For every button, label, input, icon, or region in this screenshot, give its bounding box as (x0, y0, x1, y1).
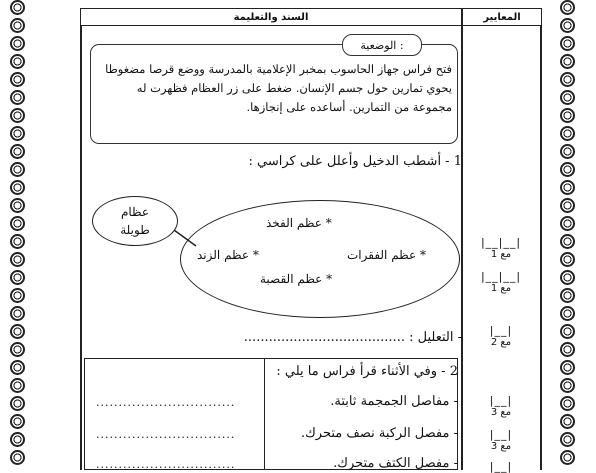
ring-ornament-icon (560, 216, 575, 231)
criterion-label: مع 2 (490, 337, 512, 348)
bubble-line-1: عظام (120, 205, 150, 219)
ring-ornament-icon (10, 270, 25, 285)
criterion-label: مع 3 (490, 407, 512, 418)
ring-ornament-icon (10, 126, 25, 141)
long-bones-bubble (92, 196, 178, 246)
ring-ornament-icon (10, 414, 25, 429)
ring-ornament-icon (560, 432, 575, 447)
question-2-intro: 2 - وفي الأثناء قرأ فراس ما يلي : (276, 364, 458, 379)
bone-tibia[interactable]: * عظم القصبة (260, 272, 333, 286)
ring-ornament-icon (10, 324, 25, 339)
question-1: 1 - أشطب الدخيل وأعلل على كراسي : (248, 154, 462, 169)
criterion-label: مع 3 (490, 441, 512, 452)
answer-line-3[interactable]: ............................... (96, 458, 236, 471)
question-2-item-skull: - مفاصل الجمجمة ثابتة. (330, 394, 458, 409)
ring-ornament-icon (10, 342, 25, 357)
ring-ornament-icon (10, 450, 25, 465)
ring-ornament-icon (560, 252, 575, 267)
ring-ornament-icon (10, 162, 25, 177)
ring-ornament-icon (10, 306, 25, 321)
criteria-mark-6 (464, 460, 538, 473)
ring-ornament-icon (10, 216, 25, 231)
worksheet (72, 8, 542, 473)
ring-ornament-icon (560, 450, 575, 465)
question-2-item-shoulder: - مفصل الكتف متحرك. (333, 456, 458, 471)
answer-line-2[interactable]: ............................... (96, 428, 236, 441)
ring-ornament-icon (560, 180, 575, 195)
criteria-mark-3 (464, 324, 538, 348)
right-ring-border (556, 0, 578, 470)
ring-ornament-icon (560, 18, 575, 33)
ring-ornament-icon (560, 378, 575, 393)
bone-femur[interactable]: * عظم الفخذ (266, 216, 332, 230)
header-main-title: السند والتعليمة (80, 8, 462, 26)
justification-label: - التعليل : (409, 330, 462, 345)
score-boxes[interactable]: |__| (489, 394, 513, 407)
answer-line-1[interactable]: ............................... (96, 396, 236, 409)
ring-ornament-icon (560, 72, 575, 87)
ring-ornament-icon (10, 54, 25, 69)
justification-line[interactable] (132, 330, 462, 345)
ring-ornament-icon (560, 198, 575, 213)
ring-ornament-icon (10, 288, 25, 303)
ring-ornament-icon (560, 108, 575, 123)
ring-ornament-icon (10, 234, 25, 249)
ring-ornament-icon (10, 90, 25, 105)
ring-ornament-icon (10, 432, 25, 447)
ring-ornament-icon (560, 126, 575, 141)
ring-ornament-icon (10, 144, 25, 159)
situation-title: الوضعية : (342, 34, 422, 56)
ring-ornament-icon (10, 108, 25, 123)
ring-ornament-icon (560, 270, 575, 285)
score-boxes[interactable]: |__| (489, 324, 513, 337)
score-boxes[interactable]: |__| (489, 428, 513, 441)
ring-ornament-icon (560, 0, 575, 15)
question-2-item-knee: - مفصل الركبة نصف متحرك. (300, 426, 458, 441)
ring-ornament-icon (560, 306, 575, 321)
criteria-mark-2 (464, 270, 538, 294)
left-ring-border (6, 0, 28, 470)
ring-ornament-icon (560, 234, 575, 249)
ring-ornament-icon (10, 198, 25, 213)
justification-dots[interactable]: ....................................... (243, 330, 405, 345)
score-boxes[interactable]: |__| (489, 460, 513, 473)
ring-ornament-icon (560, 144, 575, 159)
criteria-mark-4 (464, 394, 538, 418)
criterion-label: مع 1 (490, 283, 512, 294)
score-boxes[interactable]: |__|__| (480, 270, 522, 283)
ring-ornament-icon (560, 36, 575, 51)
ring-ornament-icon (560, 360, 575, 375)
ring-ornament-icon (560, 414, 575, 429)
criteria-mark-1 (464, 236, 538, 260)
ring-ornament-icon (10, 252, 25, 267)
ring-ornament-icon (10, 360, 25, 375)
ring-ornament-icon (560, 90, 575, 105)
ring-ornament-icon (10, 18, 25, 33)
ring-ornament-icon (560, 288, 575, 303)
ring-ornament-icon (10, 36, 25, 51)
score-boxes[interactable]: |__|__| (480, 236, 522, 249)
ring-ornament-icon (560, 162, 575, 177)
situation-text: فتح فراس جهاز الحاسوب بمخبر الإعلامية بالمدرسة ووضع قرصا مضغوطا يحوي تمارين حول جسم الإنسان. ضغط على زر العظام فظهرت له مجموعة من التمارين. أساعده على إنجازها. (105, 62, 452, 114)
ring-ornament-icon (10, 72, 25, 87)
ring-ornament-icon (10, 180, 25, 195)
header-criteria-title: المعايير (462, 8, 542, 26)
ring-ornament-icon (10, 396, 25, 411)
ring-ornament-icon (560, 54, 575, 69)
ring-ornament-icon (560, 324, 575, 339)
ring-ornament-icon (10, 378, 25, 393)
criteria-mark-5 (464, 428, 538, 452)
ring-ornament-icon (560, 396, 575, 411)
criterion-label: مع 1 (490, 249, 512, 260)
question-2-divider (264, 358, 265, 470)
ring-ornament-icon (560, 342, 575, 357)
bone-vertebrae[interactable]: * عظم الفقرات (347, 248, 427, 262)
ring-ornament-icon (10, 0, 25, 15)
bone-ulna[interactable]: * عظم الزند (197, 248, 259, 262)
bubble-line-2: طويلة (120, 223, 150, 237)
